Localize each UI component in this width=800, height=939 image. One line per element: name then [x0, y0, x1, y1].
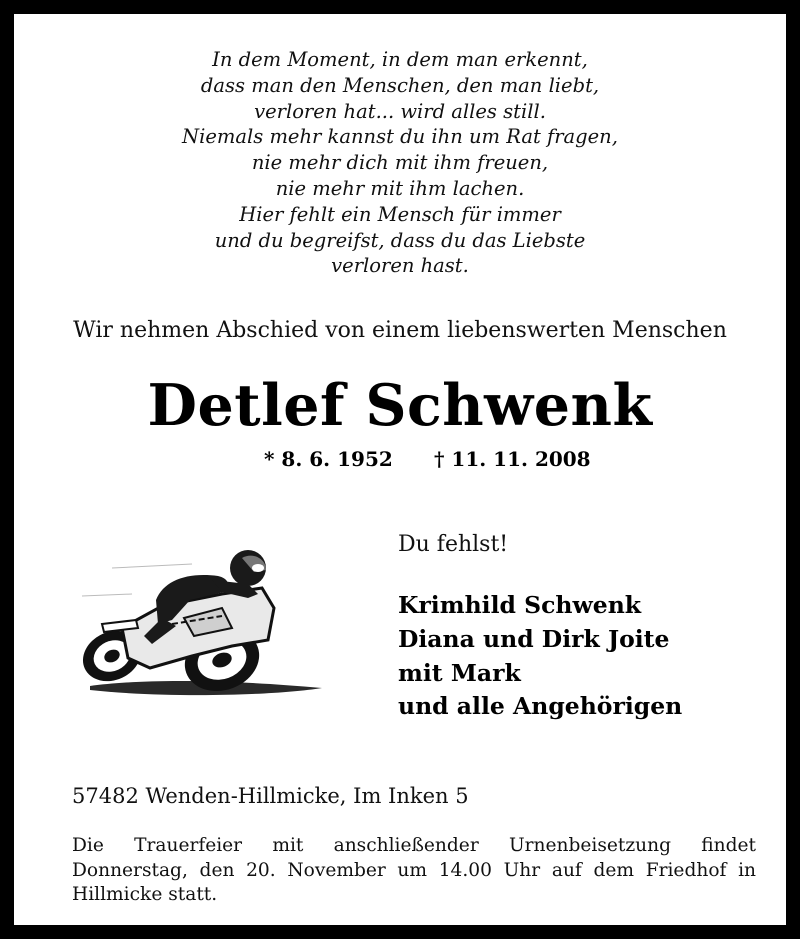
poem-line: verloren hast. — [331, 254, 469, 278]
family-member: und alle Angehörigen — [398, 692, 683, 721]
poem-line: und du begreifst, dass du das Liebste — [214, 228, 586, 252]
poem-line: verloren hat... wird alles still. — [254, 99, 546, 123]
birth-date: * 8. 6. 1952 — [264, 447, 393, 471]
deceased-name: Detlef Schwenk — [147, 372, 653, 439]
poem-line: nie mehr dich mit ihm freuen, — [251, 151, 549, 175]
motorcycle-rider-icon — [72, 528, 326, 712]
family-member: mit Mark — [398, 658, 521, 687]
poem-line: Hier fehlt ein Mensch für immer — [239, 202, 561, 226]
family-list — [398, 589, 682, 724]
address: 57482 Wenden-Hillmicke, Im Inken 5 — [72, 784, 469, 808]
family-member: Diana und Dirk Joite — [398, 624, 670, 653]
service-notice: Die Trauerfeier mit anschließender Urnenbeisetzung findet Donnerstag, den 20. November um 14.00 Uhr auf dem Friedhof in Hillmicke statt. — [72, 835, 756, 905]
poem-line: nie mehr mit ihm lachen. — [275, 176, 525, 200]
poem-line: dass man den Menschen, den man liebt, — [200, 73, 600, 97]
poem-line: In dem Moment, in dem man erkennt, — [212, 48, 588, 71]
farewell-text: Wir nehmen Abschied von einem liebenswerten Menschen — [73, 318, 727, 343]
death-date: † 11. 11. 2008 — [434, 447, 591, 471]
poem — [28, 47, 772, 279]
family-member: Krimhild Schwenk — [398, 591, 642, 619]
missing-text: Du fehlst! — [398, 532, 509, 557]
poem-line: Niemals mehr kannst du ihn um Rat fragen, — [182, 125, 618, 149]
